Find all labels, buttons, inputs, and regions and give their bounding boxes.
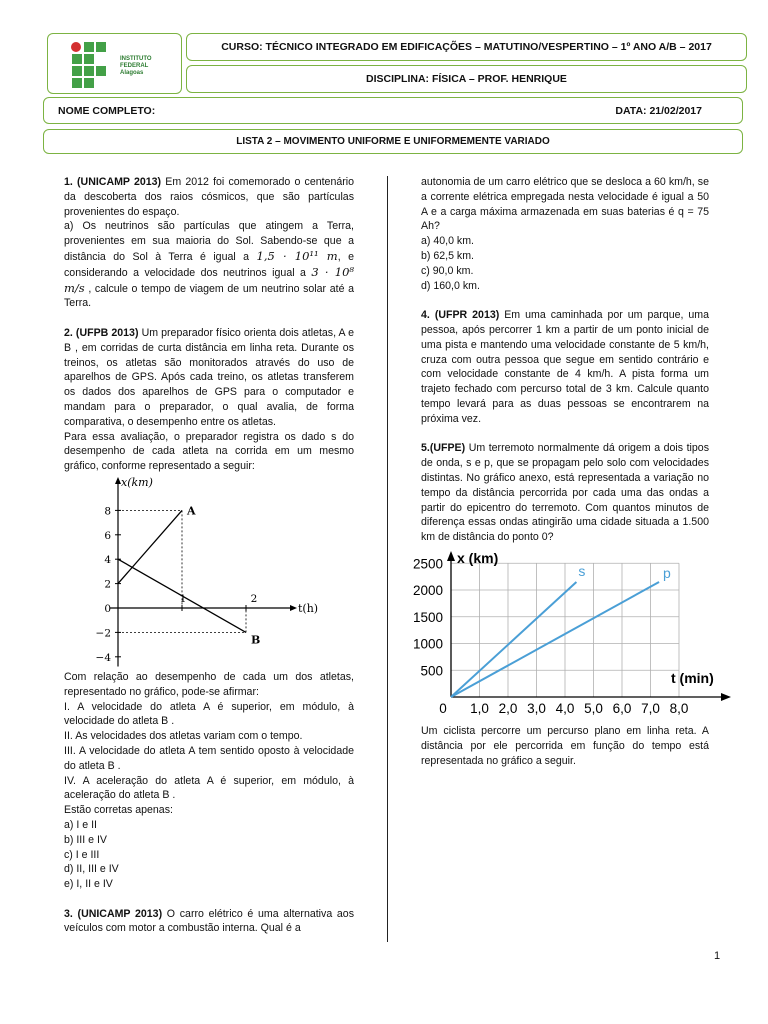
x-tick-label: 4,0: [555, 700, 575, 716]
x-tick-label: 7,0: [641, 700, 660, 716]
statement-3: III. A velocidade do atleta A tem sentido oposto à velocidade do atleta B .: [64, 744, 354, 772]
y-tick-label: 2: [104, 578, 111, 591]
x-axis-arrow-icon: [290, 605, 297, 611]
y-tick-label: −4: [95, 651, 111, 664]
series-line-B: [118, 559, 246, 632]
x-tick-label: 1,0: [470, 700, 489, 716]
x-tick-label: 6,0: [612, 700, 632, 716]
series-label-p: p: [663, 564, 671, 581]
option-e: e) I, II e IV: [64, 878, 113, 891]
y-tick-label: 1500: [412, 609, 443, 625]
series-label-A: A: [187, 504, 196, 518]
earthquake-chart: [407, 547, 732, 717]
y-tick-label: 4: [104, 554, 111, 567]
option-b: b) III e IV: [64, 833, 107, 846]
q3-option-a: a) 40,0 km.: [421, 235, 474, 248]
series-label-s: s: [578, 562, 586, 579]
logo-text: INSTITUTO FEDERAL Alagoas: [120, 56, 152, 76]
column-divider: [387, 176, 388, 942]
option-a: a) I e II: [64, 818, 97, 831]
question-3-cont: autonomia de um carro elétrico que se desloca a 60 km/h, se a corrente elétrica empregada nesta velocidade é igual a 50 A e a carga máxima armazenada em suas baterias é q = 75 Ah?: [421, 176, 709, 233]
institute-logo-icon: [68, 39, 118, 89]
date-label: DATA: 21/02/2017: [615, 104, 702, 117]
series-label-B: B: [251, 633, 261, 647]
athletes-chart: [64, 474, 354, 670]
y-axis-arrow-icon: [447, 551, 455, 561]
y-tick-label: 0: [104, 602, 111, 615]
name-label: NOME COMPLETO:: [58, 104, 156, 117]
x-axis-label: t(h): [298, 601, 319, 615]
right-column: [412, 175, 714, 768]
statement-4: IV. A aceleração do atleta A é superior, em módulo, à aceleração do atleta B .: [64, 774, 354, 802]
question-2-intro: Para essa avaliação, o preparador registra os dado s do desempenho de cada atleta na corrida em um mesmo gráfico, conforme representado a seguir:: [64, 430, 354, 473]
question-5: 5.(UFPE) Um terremoto normalmente dá origem a dois tipos de onda, s e p, que se propagam pelo solo com velocidades distintas. No gráfico anexo, está representada a variação no tempo da distância percorrida por cada uma das ondas a partir do epicentro do terremoto. Com quantos minutos de diferença essas ondas atingirão uma cidade situada a 1.500 km de distância do ponto 0?: [421, 442, 709, 544]
x-axis-arrow-icon: [721, 693, 731, 701]
y-axis-label: x(km): [121, 475, 153, 489]
y-tick-label: 8: [104, 505, 111, 518]
course-header: CURSO: TÉCNICO INTEGRADO EM EDIFICAÇÕES – MATUTINO/VESPERTINO – 1º ANO A/B – 2017: [186, 33, 747, 61]
y-tick-label: 1000: [412, 636, 443, 652]
logo-box: [47, 33, 182, 94]
question-2: 2. (UFPB 2013) Um preparador físico orienta dois atletas, A e B , em corridas de curta distância em linha reta. Durante os treinos, os atletas são monitorados através do uso de aparelhos de GPS. Após cada treino, os atletas transferem os dados dos aparelhos de GPS para o computador e mandam para o preparador, o qual avalia, de forma comparativa, o desempenho entre os atletas.: [64, 326, 355, 428]
y-axis-label: x (km): [457, 549, 499, 566]
x-tick-label: 8,0: [669, 700, 689, 716]
y-tick-label: 2500: [412, 556, 443, 572]
option-d: d) II, III e IV: [64, 863, 119, 876]
question-6: Um ciclista percorre um percurso plano em linha reta. A distância por ele percorrida em função do tempo está representada no gráfico a seguir.: [421, 724, 709, 767]
left-column: [64, 175, 354, 936]
list-title: LISTA 2 – MOVIMENTO UNIFORME E UNIFORMEMENTE VARIADO: [43, 129, 743, 154]
discipline-header: DISCIPLINA: FÍSICA – PROF. HENRIQUE: [186, 65, 747, 93]
option-c: c) I e III: [64, 848, 100, 861]
series-line-p: [451, 582, 659, 697]
question-2-after: Com relação ao desempenho de cada um dos atletas, representado no gráfico, pode-se afirmar:: [64, 670, 354, 698]
y-tick-label: 500: [420, 663, 443, 679]
x-tick-label: 2,0: [498, 700, 518, 716]
q3-option-d: d) 160,0 km.: [421, 279, 480, 292]
q3-option-b: b) 62,5 km.: [421, 249, 474, 262]
series-line-A: [118, 510, 182, 583]
question-4: 4. (UFPR 2013) Em uma caminhada por um parque, uma pessoa, após percorrer 1 km a partir de um ponto inicial de uma pista e mantendo uma velocidade constante de 5 km/h, cruza com outra pessoa que segue em sentido contrário e com velocidade constante de 4 km/h. A pista forma um trajeto fechado com percurso total de 3 km. Calcule quanto tempo levará para as duas pessoas se encontrarem na próxima vez.: [421, 309, 710, 425]
x-tick-label: 1: [179, 592, 187, 605]
q3-option-c: c) 90,0 km.: [421, 264, 474, 277]
statement-1: I. A velocidade do atleta A é superior, em módulo, à velocidade do atleta B .: [64, 700, 354, 728]
x-tick-label: 2: [250, 592, 258, 605]
x-tick-label: 5,0: [584, 700, 603, 716]
x-tick-label: 0: [439, 700, 447, 716]
x-tick-label: 3,0: [527, 700, 546, 716]
name-date-row: [43, 97, 743, 124]
y-tick-label: 6: [104, 529, 111, 542]
question-1a: a) Os neutrinos são partículas que atingem a Terra, provenientes em sua maioria do Sol. Sabendo-se que a distância do Sol à Terra é igual a 1,5 · 10¹¹ m, e considerando a velocidade dos neutrinos igual a 3 · 10⁸ m/s , calcule o tempo de viagem de um neutrino solar até a Terra.: [64, 220, 355, 310]
question-3-start: 3. (UNICAMP 2013) O carro elétrico é uma alternativa aos veículos com motor a combustão interna. Qual é a: [64, 907, 354, 935]
series-line-s: [451, 582, 576, 697]
x-axis-label: t (min): [671, 669, 714, 686]
y-tick-label: 2000: [412, 582, 443, 598]
statement-2: II. As velocidades dos atletas variam com o tempo.: [64, 730, 303, 743]
y-tick-label: −2: [95, 627, 111, 640]
question-1: 1. (UNICAMP 2013) Em 2012 foi comemorado o centenário da descoberta dos raios cósmicos, que são partículas provenientes do espaço.: [64, 176, 355, 218]
page-number: 1: [714, 950, 721, 962]
question-2-prompt: Estão corretas apenas:: [64, 804, 173, 817]
